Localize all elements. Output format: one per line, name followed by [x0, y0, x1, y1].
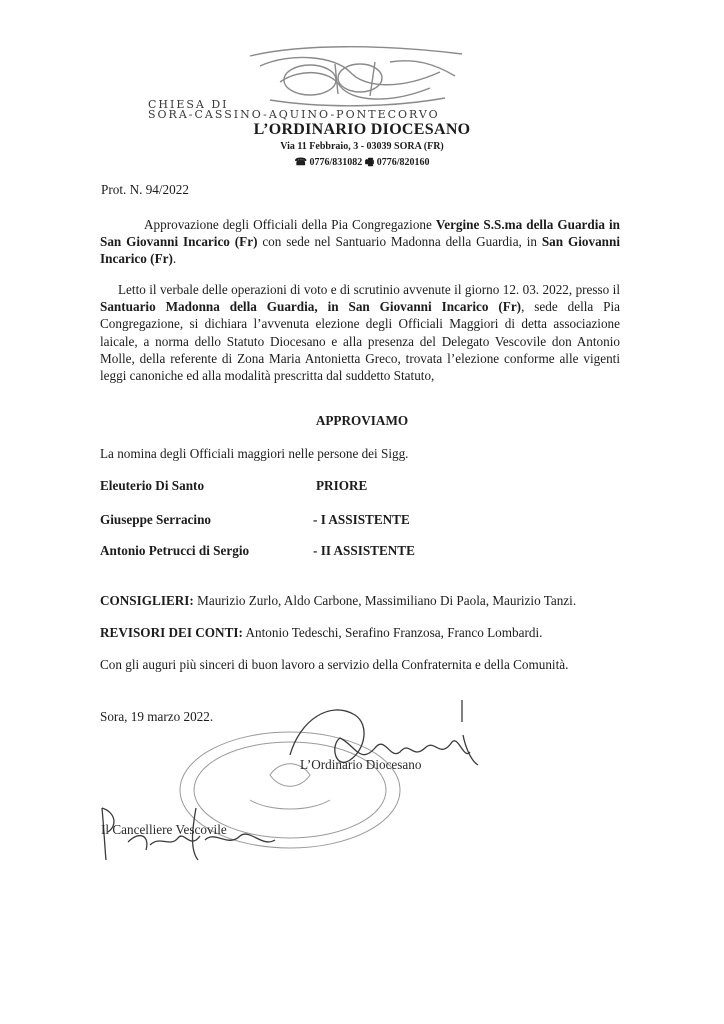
official-role: - I ASSISTENTE — [313, 512, 410, 527]
diocese-logo — [240, 42, 470, 114]
official-name: Giuseppe Serracino — [100, 512, 211, 527]
telephone-icon: ☎ — [294, 157, 307, 168]
sanctuary-name: Santuario Madonna della Guardia, in San Giovanni Incarico (Fr) — [100, 299, 522, 315]
letterhead-title: L’ORDINARIO DIOCESANO — [253, 121, 471, 138]
cancelliere-label: Il Cancelliere Vescovile — [101, 822, 227, 837]
official-role: - II ASSISTENTE — [313, 543, 415, 558]
telephone-number: 0776/831082 — [309, 157, 363, 168]
letterhead-contacts — [0, 155, 724, 172]
congregation-name: Vergine S.S.ma della Guardia in San Giovanni Incarico (Fr) — [100, 217, 621, 250]
approviamo-heading: APPROVIAMO — [315, 413, 409, 428]
fax-number: 0776/820160 — [376, 157, 430, 168]
body-paragraph: Letto il verbale delle operazioni di voto e di scrutinio avvenute il giorno 12. 03. 2022, presso il Santuario Madonna della Guardia, in San Giovanni Incarico (Fr), sede della Pia Congregazione, si dichiara l’avvenuta elezione degli Officiali Maggiori di detta associazione laicale, a norma dello Statuto Diocesano e alla presenza del Delegato Vescovile don Antonio Molle, della referente di Zona Maria Antonietta Greco, trovata l’elezione conforme alle vigenti leggi canoniche ed alla modalità prescritta dal suddetto Statuto, — [100, 282, 621, 384]
nomina-line: La nomina degli Officiali maggiori nelle persone dei Sigg. — [100, 446, 409, 461]
revisori-line: REVISORI DEI CONTI: Antonio Tedeschi, Serafino Franzosa, Franco Lombardi. — [100, 625, 543, 640]
place-date: Sora, 19 marzo 2022. — [100, 709, 214, 724]
church-name-line-2: SORA-CASSINO-AQUINO-PONTECORVO — [148, 108, 440, 121]
closing-wishes: Con gli auguri più sinceri di buon lavoro a servizio della Confraternita e della Comunità. — [100, 657, 569, 672]
official-name: Antonio Petrucci di Sergio — [100, 543, 250, 558]
official-role: PRIORE — [316, 478, 368, 493]
intro-paragraph: Approvazione degli Officiali della Pia Congregazione Vergine S.S.ma della Guardia in San Giovanni Incarico (Fr) con sede nel Santuario Madonna della Guardia, in San Giovanni Incarico (Fr). — [100, 217, 621, 267]
protocol-number: Prot. N. 94/2022 — [101, 182, 189, 197]
letterhead-address: Via 11 Febbraio, 3 - 03039 SORA (FR) — [280, 141, 444, 152]
ordinario-signature — [290, 710, 470, 762]
fax-icon: 🖷 — [364, 157, 375, 168]
official-name: Eleuterio Di Santo — [100, 478, 205, 493]
church-name-line-1: CHIESA DI — [148, 98, 229, 111]
ordinario-label: L’Ordinario Diocesano — [300, 757, 422, 772]
town-name: San Giovanni Incarico (Fr) — [100, 234, 620, 267]
consiglieri-line: CONSIGLIERI: Maurizio Zurlo, Aldo Carbone, Massimiliano Di Paola, Maurizio Tanzi. — [100, 593, 577, 608]
